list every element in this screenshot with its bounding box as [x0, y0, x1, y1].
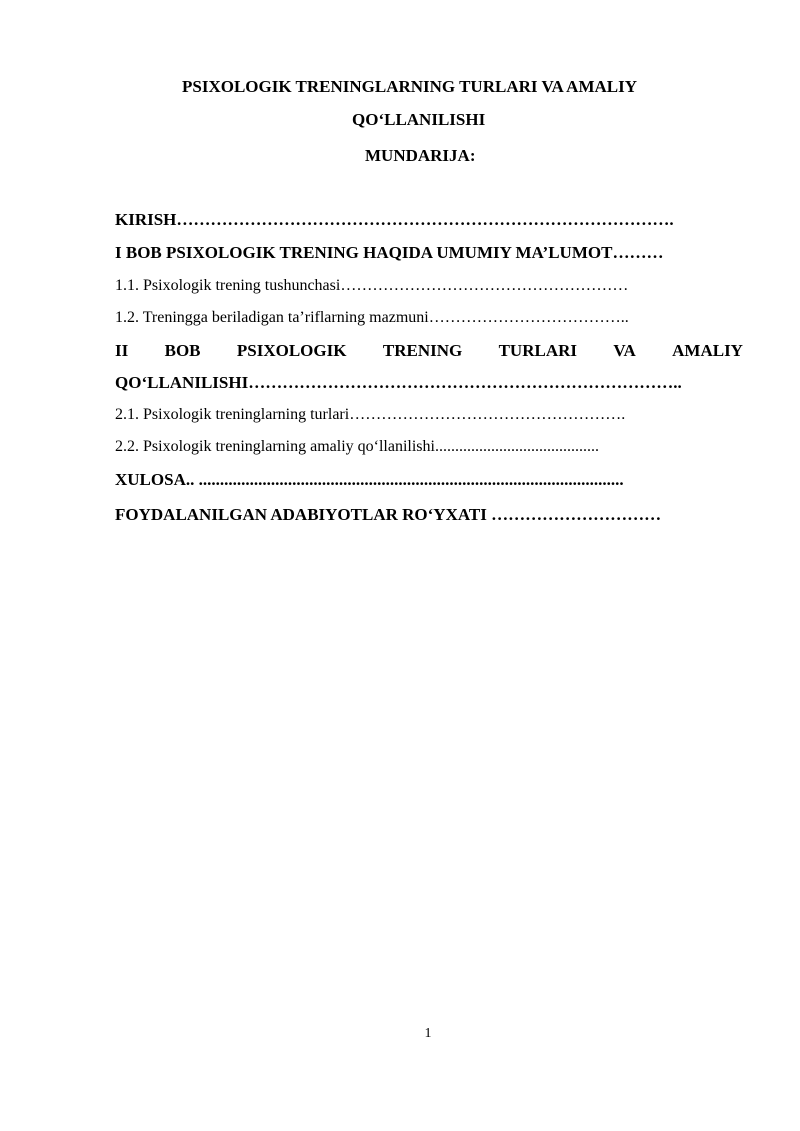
toc-entry-1-2: 1.2. Treningga beriladigan ta’riflarning mazmuni………………………………..: [115, 309, 629, 326]
document-title-line-2: QO‘LLANILISHI: [352, 110, 486, 129]
toc-word: TURLARI: [498, 341, 577, 360]
toc-word: TRENING: [382, 341, 463, 360]
toc-entry-chapter-2-cont: QO‘LLANILISHI…………………………………………………………………..: [115, 373, 682, 392]
toc-entry-2-1: 2.1. Psixologik treninglarning turlari…………………………………………….: [115, 406, 626, 423]
toc-word: VA: [613, 341, 636, 360]
toc-word: PSIXOLOGIK: [236, 341, 347, 360]
toc-entry-chapter-1: I BOB PSIXOLOGIK TRENING HAQIDA UMUMIY MA’LUMOT………: [115, 243, 664, 262]
toc-entry-references: FOYDALANILGAN ADABIYOTLAR RO‘YXATI …………………………: [115, 505, 662, 524]
document-title-line-1: PSIXOLOGIK TRENINGLARNING TURLARI VA AMALIY: [182, 77, 638, 96]
toc-entry-chapter-2: [115, 341, 743, 361]
toc-word: II: [115, 341, 129, 360]
toc-word: AMALIY: [672, 341, 743, 360]
toc-entry-2-2: 2.2. Psixologik treninglarning amaliy qo‘llanilishi.........................................: [115, 438, 599, 455]
toc-entry-kirish: KIRISH…………………………………………………………………………….: [115, 210, 674, 229]
contents-heading: MUNDARIJA:: [365, 146, 476, 165]
toc-word: BOB: [164, 341, 201, 360]
toc-entry-xulosa: XULOSA.. ....................................................................................................: [115, 470, 624, 489]
toc-entry-1-1: 1.1. Psixologik trening tushunchasi………………………………………………: [115, 277, 629, 294]
page-number: 1: [424, 1026, 432, 1041]
